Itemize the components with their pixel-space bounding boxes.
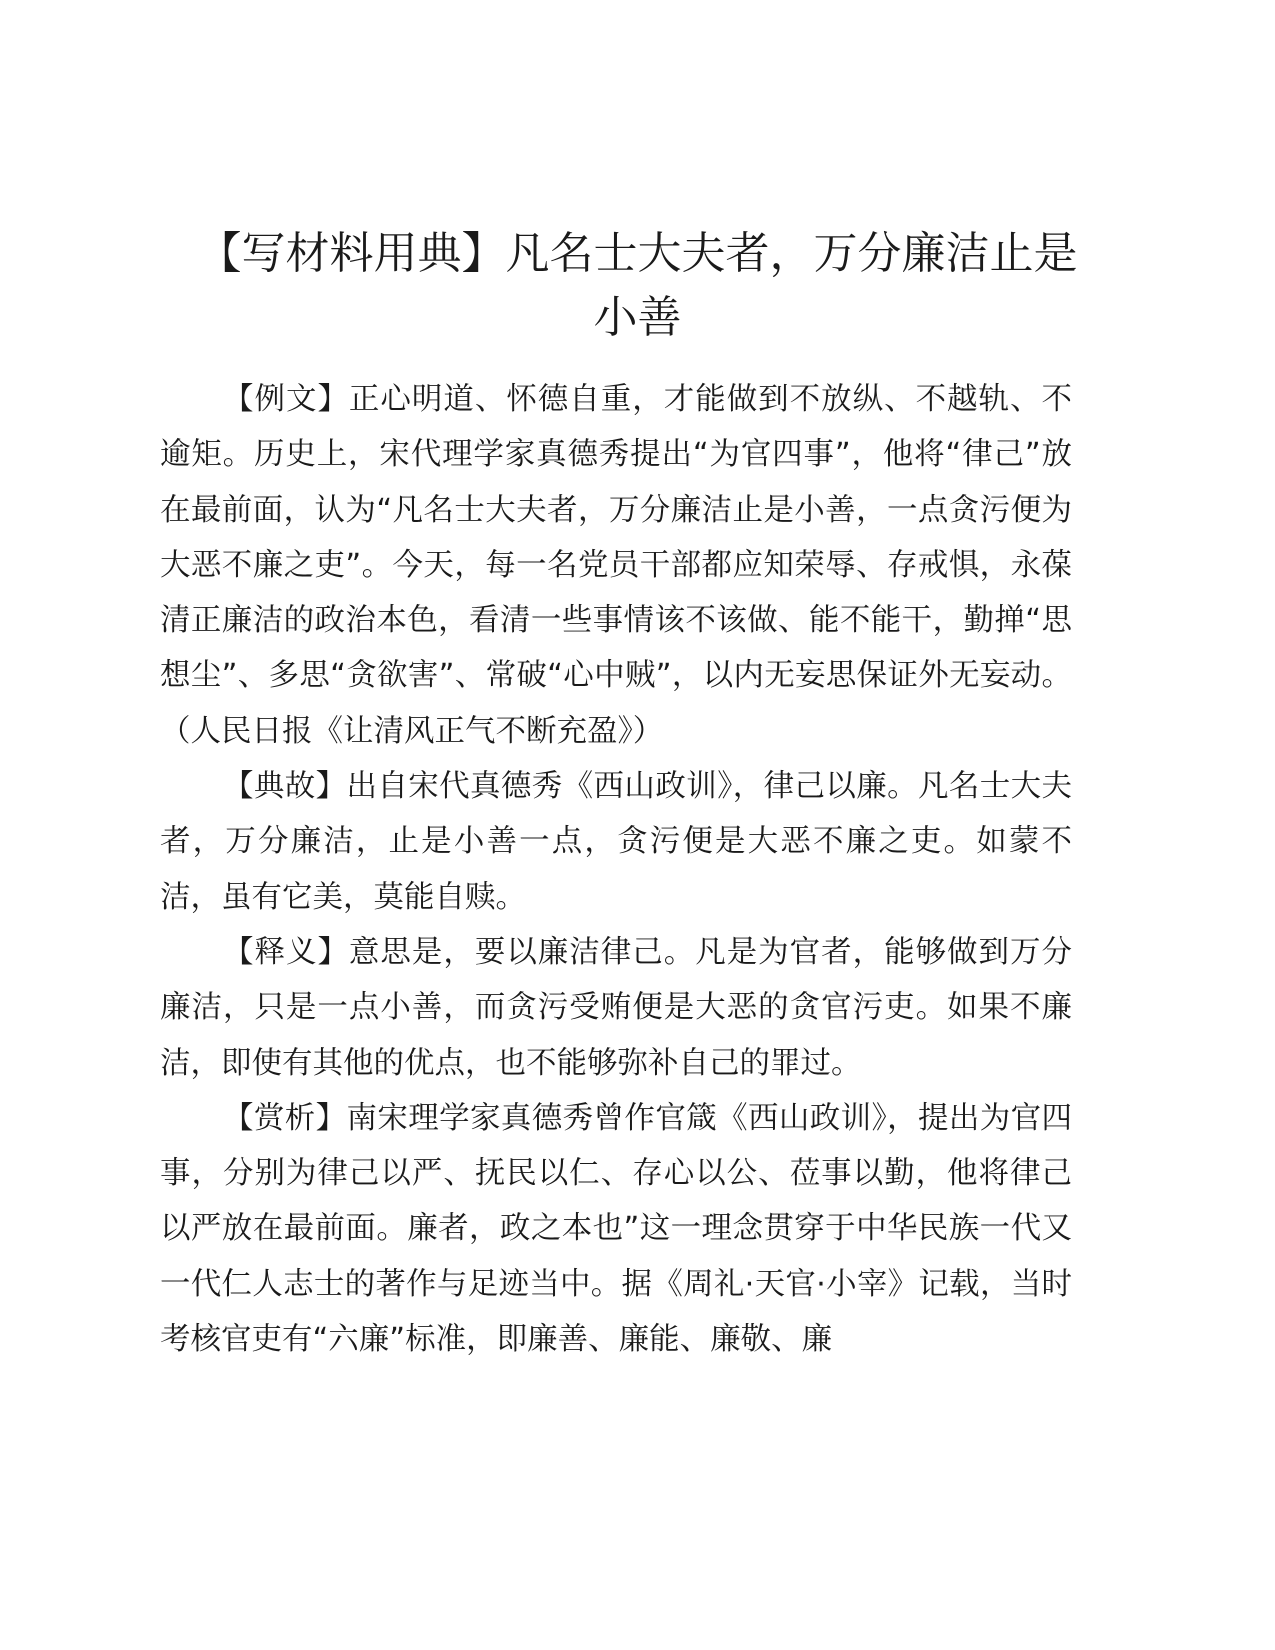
document-body bbox=[160, 372, 1072, 1367]
paragraph-appreciation: 【赏析】南宋理学家真德秀曾作官箴《西山政训》，提出为官四事，分别为律己以严、抚民以仁、存心以公、莅事以勤，他将律己以严放在最前面。廉者，政之本也”这一理念贯穿于中华民族一代又一代仁人志士的著作与足迹当中。据《周礼·天官·小宰》记载，当时考核官吏有“六廉”标准，即廉善、廉能、廉敬、廉 bbox=[160, 1100, 1072, 1358]
document-title bbox=[160, 222, 1115, 350]
paragraph-example: 【例文】正心明道、怀德自重，才能做到不放纵、不越轨、不逾矩。历史上，宋代理学家真德秀提出“为官四事”，他将“律己”放在最前面，认为“凡名士大夫者，万分廉洁止是小善，一点贪污便为大恶不廉之吏”。今天，每一名党员干部都应知荣辱、存戒惧，永葆清正廉洁的政治本色，看清一些事情该不该做、能不能干，勤掸“思想尘”、多思“贪欲害”、常破“心中贼”，以内无妄思保证外无妄动。（人民日报《让清风正气不断充盈》） bbox=[160, 382, 1072, 749]
paragraph-allusion: 【典故】出自宋代真德秀《西山政训》，律己以廉。凡名士大夫者，万分廉洁，止是小善一点，贪污便是大恶不廉之吏。如蒙不洁，虽有它美，莫能自赎。 bbox=[160, 769, 1072, 915]
title-line-1: 【写材料用典】凡名士大夫者，万分廉洁止是 bbox=[197, 228, 1078, 279]
paragraph-explanation: 【释义】意思是，要以廉洁律己。凡是为官者，能够做到万分廉洁，只是一点小善，而贪污受贿便是大恶的贪官污吏。如果不廉洁，即使有其他的优点，也不能够弥补自己的罪过。 bbox=[160, 934, 1072, 1081]
title-line-2: 小善 bbox=[593, 292, 682, 343]
